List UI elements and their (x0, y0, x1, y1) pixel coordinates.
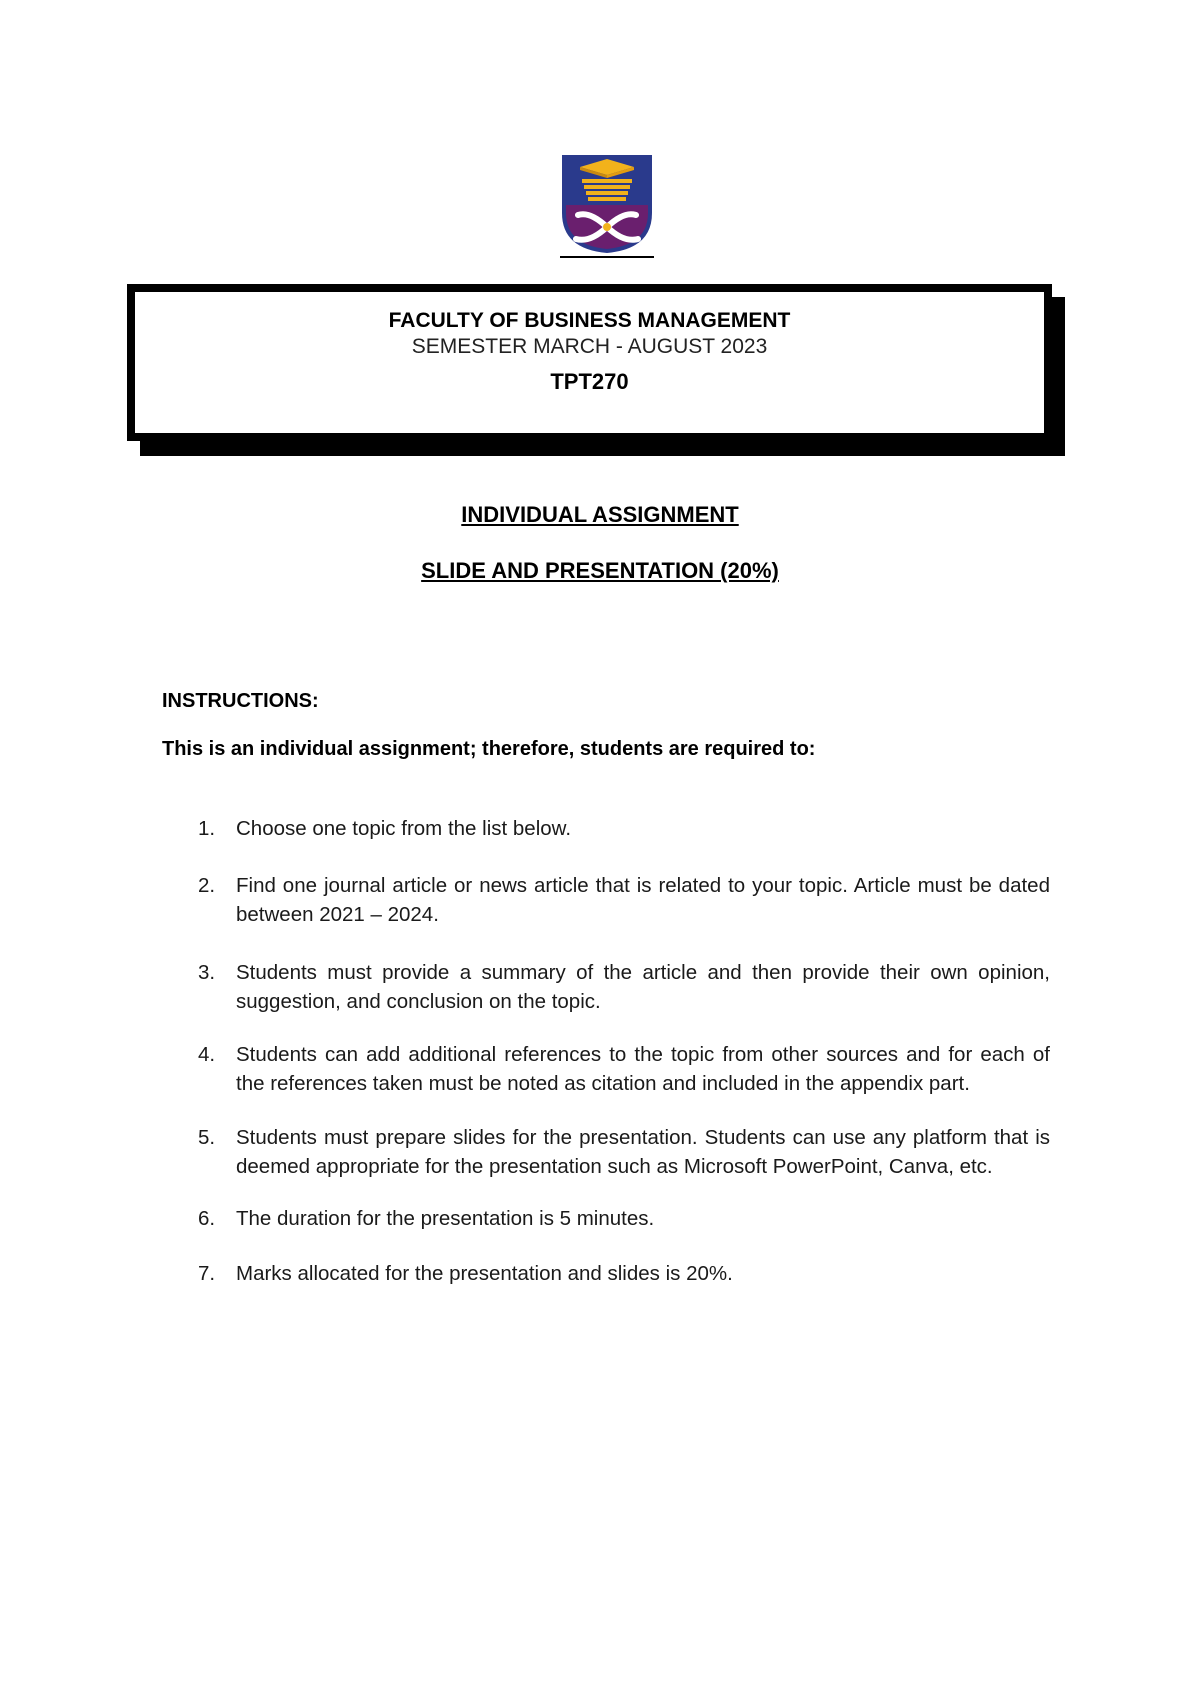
list-item (198, 1040, 1050, 1098)
instruction-list (198, 814, 1050, 1288)
list-item-text: Students must prepare slides for the presentation. Students can use any platform that is deemed appropriate for the presentation such as Microsoft PowerPoint, Canva, etc. (236, 1126, 1050, 1178)
list-item-text: Students can add additional references to the topic from other sources and for each of the references taken must be noted as citation and included in the appendix part. (236, 1043, 1050, 1095)
list-item-text: Find one journal article or news article that is related to your topic. Article must be dated between 2021 – 2024. (236, 874, 1050, 926)
list-item-number: 5. (198, 1126, 216, 1149)
course-code: TPT270 (550, 369, 629, 394)
header-box-inner (133, 290, 1046, 435)
faculty-name: FACULTY OF BUSINESS MANAGEMENT (388, 309, 791, 332)
instructions-heading: INSTRUCTIONS: (162, 690, 319, 712)
list-item (198, 1259, 1050, 1288)
list-item-text: Choose one topic from the list below. (236, 817, 572, 840)
list-item (198, 958, 1050, 1016)
list-item-number: 2. (198, 874, 216, 897)
list-item-number: 7. (198, 1262, 216, 1285)
list-item-number: 3. (198, 961, 216, 984)
list-item-text: Students must provide a summary of the article and then provide their own opinion, suggestion, and conclusion on the topic. (236, 961, 1050, 1013)
list-item (198, 814, 1050, 843)
header-box (127, 284, 1052, 441)
list-item-text: Marks allocated for the presentation and slides is 20%. (236, 1262, 733, 1285)
list-item-number: 6. (198, 1207, 216, 1230)
semester-label: SEMESTER MARCH - AUGUST 2023 (411, 335, 768, 358)
list-item (198, 1204, 1050, 1233)
list-item (198, 1123, 1050, 1181)
instructions-lead: This is an individual assignment; therefore, students are required to: (162, 738, 816, 760)
list-item-text: The duration for the presentation is 5 minutes. (236, 1207, 655, 1230)
assignment-type-title: INDIVIDUAL ASSIGNMENT (461, 502, 739, 527)
list-item-number: 1. (198, 817, 216, 840)
list-item (198, 871, 1050, 929)
university-crest-icon (560, 153, 654, 259)
assignment-name-title: SLIDE AND PRESENTATION (20%) (421, 558, 779, 583)
list-item-number: 4. (198, 1043, 216, 1066)
